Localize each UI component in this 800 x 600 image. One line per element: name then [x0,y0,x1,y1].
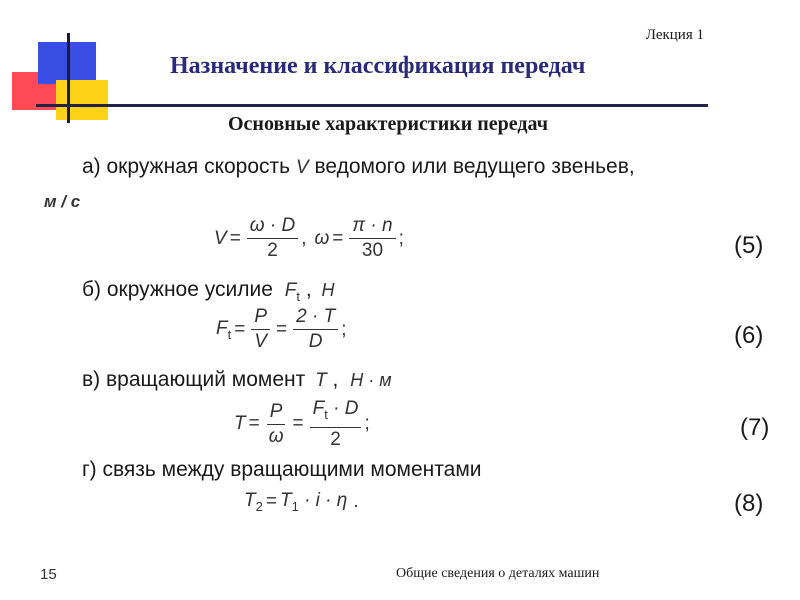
eq5-comma: , [301,227,307,249]
item-d: г) связь между вращающими моментами [82,458,482,481]
eq5-lhs-2: ω [314,227,330,249]
eq5-fraction-2 [349,215,395,262]
eq5-end: ; [398,227,404,249]
item-a-unit: м / с [44,192,81,211]
eq5-den-2: 30 [361,240,384,261]
eq6-end: ; [341,318,347,340]
eq5-lhs: V [214,227,227,249]
eq6-equals: = [234,318,246,340]
lecture-label: Лекция 1 [645,27,704,43]
eq5-equals-2: = [332,227,344,249]
equation-5-number: (5) [734,232,764,259]
eq7-den-2: 2 [330,428,341,450]
equation-6 [216,306,346,353]
eq7-den-1: ω [268,425,284,447]
eq6-equals-2: = [276,318,288,340]
eq7-equals: = [248,413,260,435]
item-b-symbol: $F_t$ [284,280,300,304]
page-title: Назначение и классификация передач [170,53,586,79]
equation-7-number: (7) [740,414,770,441]
equation-5 [214,215,404,262]
eq8-rhs: $T_1 \cdot i \cdot \eta$ [279,490,348,514]
eq7-fraction-1 [266,401,287,448]
eq6-den-1: V [254,331,268,352]
item-a-symbol: V [295,157,309,178]
item-b-sep: , [305,278,312,301]
eq5-num-1: ω · D [247,215,298,239]
eq5-den-1: 2 [267,240,278,261]
eq8-end: . [353,490,359,512]
item-a-rest: ведомого или ведущего звеньев, [314,155,635,178]
decor-yellow-block [56,80,108,120]
item-c-unit: Н · м [350,370,392,390]
eq6-lhs: $F_t$ [216,317,232,342]
eq6-num-2: 2 · T [293,306,338,330]
eq7-lhs: T [234,413,246,435]
section-title: Основные характеристики передач [228,113,549,135]
eq7-end: ; [364,413,370,435]
eq7-equals-2: = [292,413,304,435]
item-b-text: б) окружное усилие [82,278,273,301]
item-c-text: в) вращающий момент [82,368,306,391]
title-underline [36,104,708,107]
eq6-den-2: D [308,331,323,352]
eq5-num-2: π · n [349,215,395,239]
equation-8-number: (8) [734,490,764,517]
page-number: 15 [40,566,57,583]
eq6-fraction-2 [293,306,338,353]
equation-7 [234,398,370,451]
item-b-unit: Н [321,280,335,300]
eq7-num-2: $F_t \cdot D$ [310,398,362,428]
eq6-num-1: P [251,306,270,330]
equation-6-number: (6) [734,322,764,349]
equation-8 [244,490,359,514]
eq8-lhs: $T_2$ [244,490,263,514]
footer-text: Общие сведения о деталях машин [396,566,600,581]
eq6-fraction-1 [251,306,270,353]
item-c [82,368,392,392]
eq7-num-1: P [267,401,286,425]
eq8-equals: = [265,490,277,512]
eq5-fraction-1 [247,215,298,262]
item-b [82,278,335,304]
item-a-text: а) окружная скорость [82,155,291,178]
item-a [82,155,635,179]
item-c-sep: , [332,368,339,391]
decor-vertical-line [67,33,70,123]
item-c-symbol: T [315,370,327,391]
eq7-fraction-2 [310,398,362,451]
eq5-equals: = [229,227,241,249]
